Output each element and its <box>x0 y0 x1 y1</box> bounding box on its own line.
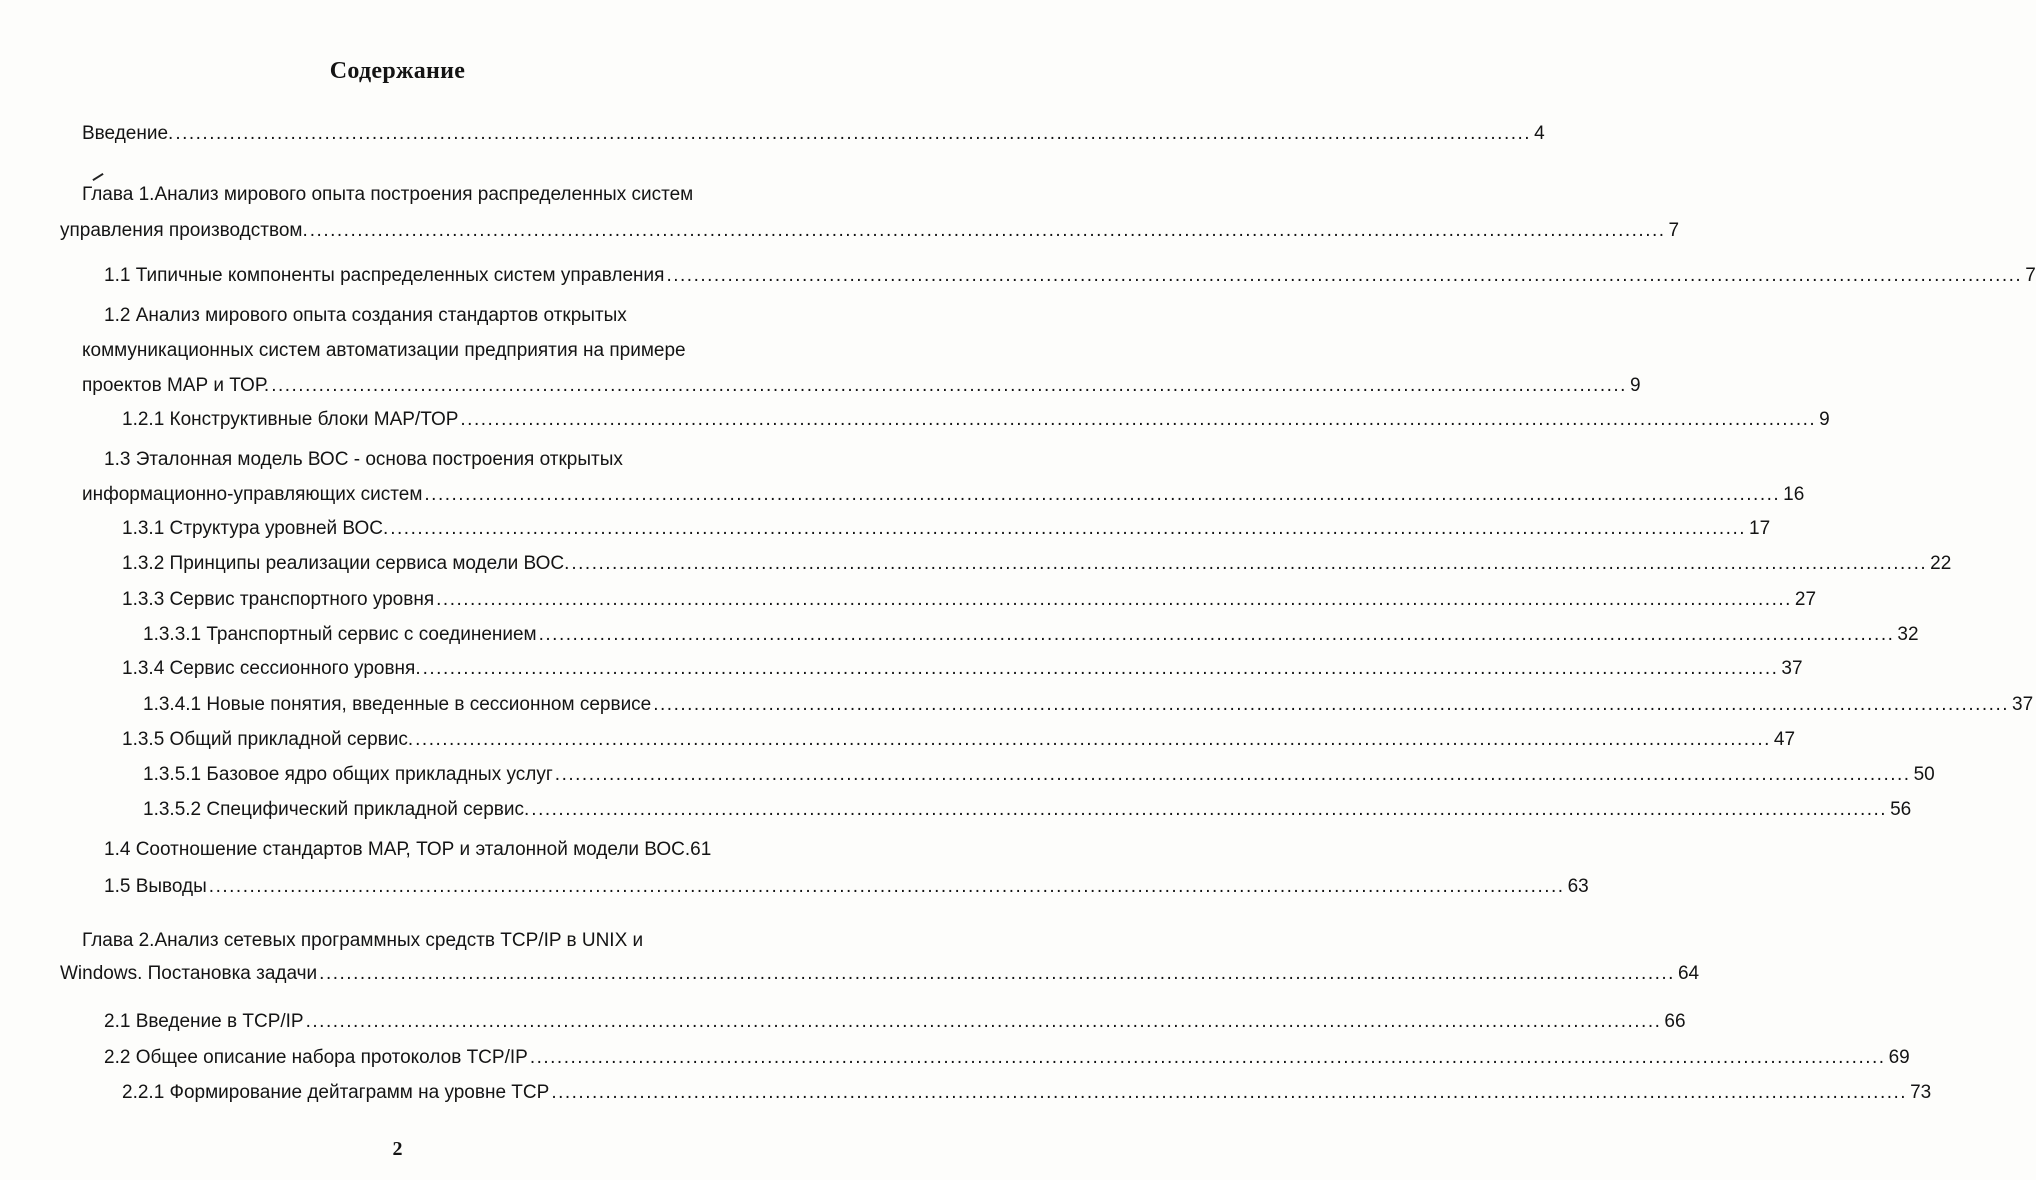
page-number: 2 <box>392 1138 403 1160</box>
toc-line <box>0 588 1817 612</box>
toc-entry <box>104 1010 1686 1034</box>
toc-entry-page: 50 <box>1913 764 1935 785</box>
toc-entry-label: 1.3.3 Сервис транспортного уровня <box>122 589 435 610</box>
dot-leader: ........................................................................................................................................................................................................ <box>271 375 1627 396</box>
toc-entry-label: 1.3.4 Сервис сессионного уровня. <box>122 658 421 679</box>
dot-leader: ........................................................................................................................................................................................................ <box>309 220 1666 241</box>
toc-entry <box>82 122 1545 146</box>
toc-entry-label: 1.3.4.1 Новые понятия, введенные в сессионном сервисе <box>143 694 652 715</box>
toc-entry-label: управления производством. <box>60 220 308 241</box>
toc-entry-page: 7 <box>1668 220 1680 241</box>
toc-entry-label: 1.3.5 Общий прикладной сервис. <box>122 729 414 750</box>
dot-leader: ........................................................................................................................................................................................................ <box>538 624 1895 645</box>
toc-entry <box>122 517 1771 541</box>
dot-leader: ........................................................................................................................................................................................................ <box>319 963 1675 984</box>
toc-entry <box>82 374 1641 398</box>
toc-entry-label: 2.1 Введение в TCP/IP <box>104 1011 304 1032</box>
toc-entry <box>82 483 1805 507</box>
toc-entry <box>104 264 2036 288</box>
toc-entry <box>122 1081 1932 1105</box>
toc-line <box>0 448 795 472</box>
toc-entry-page: 17 <box>1749 518 1771 539</box>
dot-leader: ........................................................................................................................................................................................................ <box>415 729 1771 750</box>
toc-line <box>0 552 1952 576</box>
dot-leader: ........................................................................................................................................................................................................ <box>531 799 1888 820</box>
toc-line <box>0 1046 1910 1070</box>
toc-entry-label: 2.2.1 Формирование дейтаграмм на уровне TCP <box>122 1082 550 1103</box>
toc-line <box>0 183 795 207</box>
toc-entry-label: коммуникационных систем автоматизации предприятия на примере <box>82 340 686 361</box>
toc-line <box>0 517 1771 541</box>
toc-entry <box>122 588 1817 612</box>
toc-entry <box>104 1046 1910 1070</box>
toc-line <box>0 1010 1686 1034</box>
toc-entry-page: 7 <box>2025 265 2036 286</box>
toc-entry-page: 66 <box>1664 1011 1686 1032</box>
toc-line <box>0 838 795 862</box>
toc-entry <box>122 657 1803 681</box>
toc-entry-page: 69 <box>1888 1047 1910 1068</box>
toc-line <box>0 219 1680 243</box>
toc-entry-label: проектов МАР и ТОР. <box>82 375 270 396</box>
toc-line <box>0 962 1700 986</box>
dot-leader: ........................................................................................................................................................................................................ <box>424 484 1781 505</box>
toc-line <box>0 483 1805 507</box>
toc-entry-page: 37 <box>2012 694 2034 715</box>
toc-entry-label: 1.4 Соотношение стандартов МАР, ТОР и эталонной модели ВОС.61 <box>104 839 712 860</box>
dot-leader: ........................................................................................................................................................................................................ <box>422 658 1779 679</box>
toc-entry-label: Windows. Постановка задачи <box>60 963 318 984</box>
toc-entry-label: 2.2 Общее описание набора протоколов TCP/IP <box>104 1047 528 1068</box>
toc-entry-label: 1.2.1 Конструктивные блоки МАР/ТОР <box>122 409 459 430</box>
toc-entry-label: Глава 2.Анализ сетевых программных средств TCP/IP в UNIX и <box>82 930 644 951</box>
toc-line <box>0 875 1589 899</box>
dot-leader: ........................................................................................................................................................................................................ <box>390 518 1747 539</box>
toc-line <box>0 122 1545 146</box>
toc-line <box>0 264 2036 288</box>
toc-entry-page: 37 <box>1781 658 1803 679</box>
toc-entry <box>143 798 1912 822</box>
toc-entry <box>122 728 1796 752</box>
pen-mark <box>92 173 103 181</box>
toc-entry-label: 1.3.1 Структура уровней ВОС. <box>122 518 389 539</box>
toc-line <box>0 763 1935 787</box>
toc-line <box>0 657 1803 681</box>
toc-entry-label: 1.1 Типичные компоненты распределенных систем управления <box>104 265 665 286</box>
dot-leader: ........................................................................................................................................................................................................ <box>571 553 1928 574</box>
toc-entry <box>143 693 2034 717</box>
toc-entry <box>60 219 1680 243</box>
dot-leader: ........................................................................................................................................................................................................ <box>653 694 2010 715</box>
toc-entry-page: 73 <box>1910 1082 1932 1103</box>
toc-entry-page: 27 <box>1794 589 1817 610</box>
dot-leader: ........................................................................................................................................................................................................ <box>175 123 1532 144</box>
toc-entry <box>122 552 1952 576</box>
toc-entry-page: 22 <box>1930 553 1952 574</box>
toc-entry-label: 1.2 Анализ мирового опыта создания стандартов открытых <box>104 305 627 326</box>
toc-line <box>0 728 1796 752</box>
toc-line <box>0 693 2034 717</box>
toc-entry-page: 56 <box>1890 799 1912 820</box>
toc-line <box>0 623 1919 647</box>
toc-entry-label: 1.5 Выводы <box>104 876 207 897</box>
toc-entry-page: 16 <box>1783 484 1805 505</box>
toc-line <box>0 374 1641 398</box>
toc-entry-page: 4 <box>1534 123 1545 144</box>
toc-entry-page: 64 <box>1677 963 1700 984</box>
toc-entry-label: информационно-управляющих систем <box>82 484 423 505</box>
toc-entry <box>60 962 1700 986</box>
toc-line <box>0 929 795 953</box>
dot-leader: ........................................................................................................................................................................................................ <box>436 589 1792 610</box>
toc-line <box>0 304 795 328</box>
dot-leader: ........................................................................................................................................................................................................ <box>666 265 2023 286</box>
page-title: Содержание <box>329 58 466 84</box>
toc-line <box>0 408 1830 432</box>
toc-entry-label: Глава 1.Анализ мирового опыта построения распределенных систем <box>82 184 694 205</box>
toc-entry-label: 1.3.5.1 Базовое ядро общих прикладных услуг <box>143 764 553 785</box>
toc-entry <box>143 623 1919 647</box>
toc-entry <box>104 875 1589 899</box>
toc-entry-label: 1.3 Эталонная модель ВОС - основа построения открытых <box>104 449 623 470</box>
toc-entry-page: 9 <box>1629 375 1641 396</box>
toc-entry-label: 1.3.2 Принципы реализации сервиса модели ВОС. <box>122 553 570 574</box>
toc-entry-page: 32 <box>1897 624 1919 645</box>
dot-leader: ........................................................................................................................................................................................................ <box>208 876 1565 897</box>
dot-leader: ........................................................................................................................................................................................................ <box>460 409 1817 430</box>
dot-leader: ........................................................................................................................................................................................................ <box>554 764 1911 785</box>
toc-entry-page: 47 <box>1773 729 1796 750</box>
toc-entry <box>122 408 1830 432</box>
toc-entry <box>143 763 1935 787</box>
toc-entry-label: Введение. <box>82 123 174 144</box>
dot-leader: ........................................................................................................................................................................................................ <box>305 1011 1662 1032</box>
toc-entry-page: 9 <box>1819 409 1830 430</box>
toc-line <box>0 798 1912 822</box>
toc-entry-page: 63 <box>1567 876 1589 897</box>
toc-line <box>0 1081 1932 1105</box>
toc-entry-label: 1.3.5.2 Специфический прикладной сервис. <box>143 799 530 820</box>
toc-line <box>0 339 795 363</box>
dot-leader: ........................................................................................................................................................................................................ <box>529 1047 1886 1068</box>
dot-leader: ........................................................................................................................................................................................................ <box>551 1082 1908 1103</box>
toc-entry-label: 1.3.3.1 Транспортный сервис с соединением <box>143 624 537 645</box>
